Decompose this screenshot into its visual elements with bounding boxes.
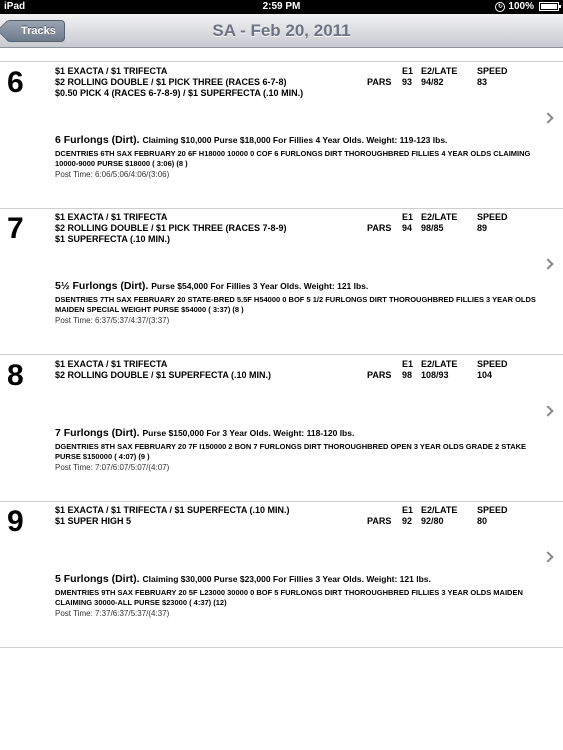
device-label: iPad <box>4 1 26 12</box>
race-number: 7 <box>7 212 24 245</box>
e2-late-value: 108/93 <box>421 370 449 380</box>
e2-late-header: E2/LATE <box>421 66 458 76</box>
race-row[interactable] <box>0 208 563 355</box>
status-right <box>495 1 559 12</box>
race-conditions <box>55 427 354 439</box>
race-number: 6 <box>7 66 24 99</box>
race-row[interactable] <box>0 355 563 502</box>
e2-late-value: 92/80 <box>421 516 444 526</box>
race-row[interactable] <box>0 49 563 62</box>
race-entries-description: DMENTRIES 9TH SAX FEBRUARY 20 5F L23000 30000 0 BOF 5 FURLONGS DIRT THOROUGHBRED FILLIES 3 YEAR OLDS MAIDEN CLAIMING 30000-ALL PURSE $23000 ( 4:37) (12) <box>55 588 523 607</box>
race-conditions <box>55 573 431 585</box>
pars-label: PARS <box>367 223 392 233</box>
race-purse-conditions: Claiming $10,000 Purse $18,000 For Fillies 4 Year Olds. Weight: 119-123 lbs. <box>142 135 448 145</box>
disclosure-chevron-icon[interactable] <box>542 258 553 269</box>
e1-value: 94 <box>402 223 413 233</box>
e1-header: E1 <box>402 66 414 76</box>
e2-late-value: 94/82 <box>421 77 444 87</box>
battery-icon <box>539 2 559 11</box>
race-distance: 5½ Furlongs (Dirt). <box>55 280 149 292</box>
bet-line: $2 ROLLING DOUBLE / $1 PICK THREE (RACES 6-7-8) <box>55 77 287 87</box>
e2-late-value: 98/85 <box>421 223 444 233</box>
speed-value: 83 <box>477 77 488 87</box>
race-conditions <box>55 134 447 146</box>
bet-line: $2 ROLLING DOUBLE / $1 PICK THREE (RACES 7-8-9) <box>55 223 287 233</box>
bet-line: $1 EXACTA / $1 TRIFECTA <box>55 212 168 222</box>
e1-header: E1 <box>402 212 414 222</box>
race-row[interactable] <box>0 501 563 648</box>
e2-late-header: E2/LATE <box>421 212 458 222</box>
bet-types <box>55 212 287 245</box>
e2-late-header: E2/LATE <box>421 359 458 369</box>
e1-value: 93 <box>402 77 413 87</box>
race-purse-conditions: Purse $150,000 For 3 Year Olds. Weight: 118-120 lbs. <box>142 428 355 438</box>
race-row[interactable] <box>0 62 563 209</box>
bet-line: $1 SUPERFECTA (.10 MIN.) <box>55 234 171 244</box>
post-time: Post Time: 6:06/5:06/4:06/(3:06) <box>55 170 170 179</box>
race-conditions <box>55 280 368 292</box>
post-time: Post Time: 7:07/6:07/5:07/(4:07) <box>55 463 170 472</box>
pars-label: PARS <box>367 516 392 526</box>
race-list[interactable] <box>0 49 563 750</box>
race-purse-conditions: Claiming $30,000 Purse $23,000 For Fillies 3 Year Olds. Weight: 121 lbs. <box>142 574 431 584</box>
orientation-lock-icon: ↻ <box>495 2 505 12</box>
race-number: 9 <box>7 505 24 538</box>
e2-late-header: E2/LATE <box>421 505 458 515</box>
page-title: SA - Feb 20, 2011 <box>212 21 351 40</box>
e1-header: E1 <box>402 359 414 369</box>
pars-label: PARS <box>367 77 392 87</box>
speed-header: SPEED <box>477 66 508 76</box>
disclosure-chevron-icon[interactable] <box>542 551 553 562</box>
status-bar <box>0 0 563 14</box>
bet-types <box>55 505 290 527</box>
bet-line: $2 ROLLING DOUBLE / $1 SUPERFECTA (.10 MIN.) <box>55 370 272 380</box>
bet-line: $1 EXACTA / $1 TRIFECTA <box>55 66 168 76</box>
race-entries-description: DSENTRIES 7TH SAX FEBRUARY 20 STATE-BRED 5.5F H54000 0 BOF 5 1/2 FURLONGS DIRT THOROUGHBRED FILLIES 3 YEAR OLDS MAIDEN SPECIAL WEIGHT PURSE $54000 ( 3:37) (8 ) <box>55 295 536 314</box>
race-distance: 6 Furlongs (Dirt). <box>55 134 140 146</box>
race-distance: 7 Furlongs (Dirt). <box>55 427 140 439</box>
bet-types <box>55 66 303 99</box>
bet-line: $1 SUPER HIGH 5 <box>55 516 132 526</box>
speed-value: 89 <box>477 223 488 233</box>
back-button-label: Tracks <box>21 25 56 37</box>
bet-line: $0.50 PICK 4 (RACES 6-7-8-9) / $1 SUPERFECTA (.10 MIN.) <box>55 88 304 98</box>
speed-header: SPEED <box>477 212 508 222</box>
speed-header: SPEED <box>477 359 508 369</box>
post-time: Post Time: 7:37/6:37/5:37/(4:37) <box>55 609 170 618</box>
battery-percent: 100% <box>508 1 534 12</box>
speed-value: 80 <box>477 516 488 526</box>
bet-types <box>55 359 271 381</box>
bet-line: $1 EXACTA / $1 TRIFECTA / $1 SUPERFECTA (.10 MIN.) <box>55 505 290 515</box>
e1-value: 98 <box>402 370 413 380</box>
speed-value: 104 <box>477 370 493 380</box>
race-distance: 5 Furlongs (Dirt). <box>55 573 140 585</box>
disclosure-chevron-icon[interactable] <box>542 112 553 123</box>
race-entries-description: DGENTRIES 8TH SAX FEBRUARY 20 7F I150000 2 BON 7 FURLONGS DIRT THOROUGHBRED OPEN 3 YEAR OLDS GRADE 2 STAKE PURSE $150000 ( 4:07) (9 ) <box>55 442 527 461</box>
race-number: 8 <box>7 359 24 392</box>
pars-label: PARS <box>367 370 392 380</box>
e1-value: 92 <box>402 516 413 526</box>
post-time: Post Time: 6:37/5:37/4:37/(3:37) <box>55 316 170 325</box>
disclosure-chevron-icon[interactable] <box>542 405 553 416</box>
speed-header: SPEED <box>477 505 508 515</box>
e1-header: E1 <box>402 505 414 515</box>
race-entries-description: DCENTRIES 6TH SAX FEBRUARY 20 6F H18000 10000 0 COF 6 FURLONGS DIRT THOROUGHBRED FILLIES 4 YEAR OLDS CLAIMING 10000-9000 PURSE $18000 ( 3:06) (8 ) <box>55 149 531 168</box>
race-purse-conditions: Purse $54,000 For Fillies 3 Year Olds. Weight: 121 lbs. <box>151 281 369 291</box>
status-time: 2:59 PM <box>262 1 301 12</box>
navigation-bar <box>0 14 563 48</box>
bet-line: $1 EXACTA / $1 TRIFECTA <box>55 359 168 369</box>
